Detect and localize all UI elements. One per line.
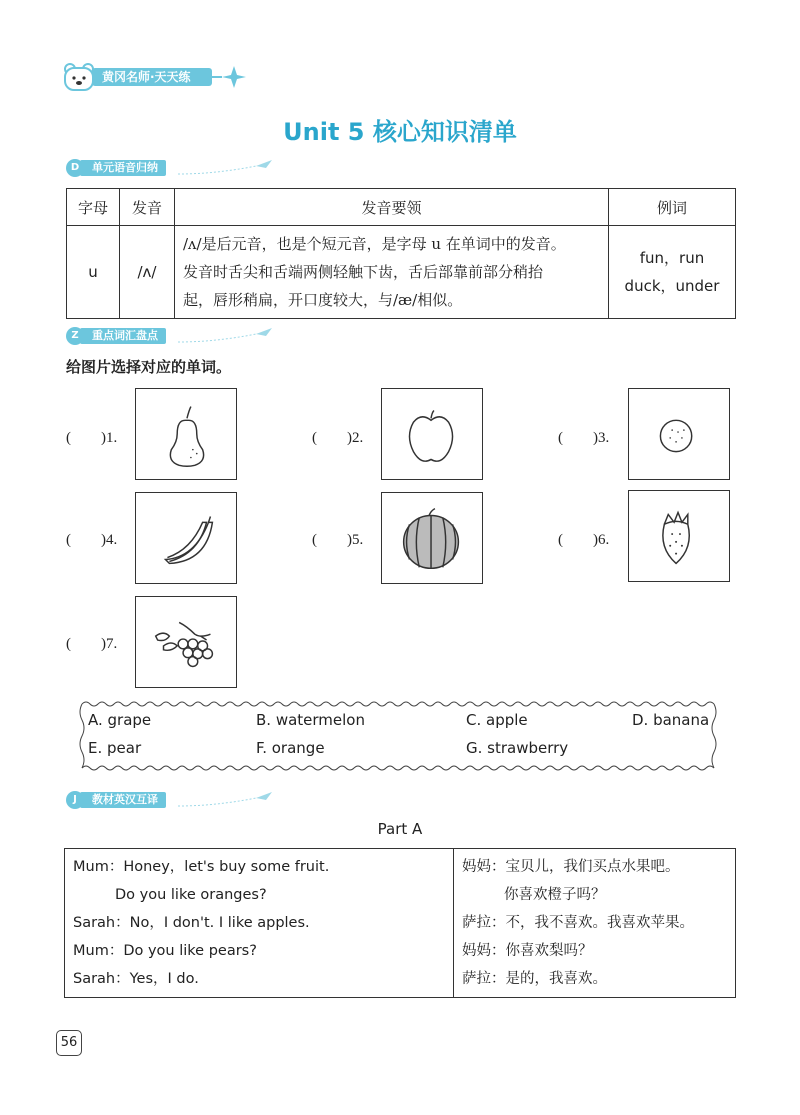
question-label[interactable]: ( )1.	[66, 430, 118, 446]
option-item: G. strawberry	[466, 739, 569, 757]
dialogue-table	[64, 848, 736, 998]
option-item: F. orange	[256, 739, 325, 757]
plane-icon	[176, 158, 286, 178]
picture-box	[135, 388, 237, 480]
section-header-phonics	[66, 158, 306, 178]
col-header: 例词	[609, 189, 736, 226]
dialogue-line-zh: 妈妈：你喜欢梨吗？	[462, 943, 593, 959]
question-label[interactable]: ( )4.	[66, 532, 118, 548]
picture-box	[628, 490, 730, 582]
section-badge: Z	[66, 327, 84, 345]
watermelon-icon	[382, 493, 482, 583]
dialogue-line-zh: 萨拉：不，我不喜欢。我喜欢苹果。	[462, 915, 694, 931]
example-words: duck，under	[624, 277, 720, 295]
picture-box	[381, 388, 483, 480]
dialogue-line-en: Mum：Do you like pears?	[73, 943, 257, 959]
pear-icon	[136, 389, 236, 479]
chinese-column	[454, 849, 736, 998]
question-label[interactable]: ( )7.	[66, 636, 118, 652]
section-badge: D	[66, 159, 84, 177]
question-label[interactable]: ( )2.	[312, 430, 364, 446]
rule-line: /ʌ/是后元音，也是个短元音，是字母 u 在单词中的发音。	[183, 235, 566, 253]
dialogue-line-zh: 你喜欢橙子吗？	[504, 887, 606, 903]
examples-cell	[609, 226, 736, 319]
example-words: fun，run	[639, 249, 705, 267]
apple-icon	[382, 389, 482, 479]
banana-icon	[136, 493, 236, 583]
option-item: A. grape	[88, 711, 152, 729]
brand-label: 黄冈名师·天天练	[92, 68, 212, 86]
picture-box	[135, 596, 237, 688]
wavy-frame	[78, 700, 718, 772]
exercise-instruction: 给图片选择对应的单词。	[66, 358, 232, 376]
section-header-vocab	[66, 326, 306, 346]
dialogue-line-zh: 萨拉：是的，我喜欢。	[462, 971, 607, 987]
section-label: 单元语音归纳	[80, 160, 166, 176]
picture-box	[628, 388, 730, 480]
option-item: E. pear	[88, 739, 142, 757]
section-header-translation	[66, 790, 306, 810]
question-label[interactable]: ( )6.	[558, 532, 610, 548]
options-box	[78, 700, 718, 772]
letter-cell: u	[67, 226, 120, 319]
section-label: 教材英汉互译	[80, 792, 166, 808]
picture-box	[381, 492, 483, 584]
dialogue-line-zh: 妈妈：宝贝儿，我们买点水果吧。	[462, 859, 680, 875]
col-header: 发音	[120, 189, 175, 226]
part-heading: Part A	[377, 820, 423, 838]
section-badge: J	[66, 791, 84, 809]
dialogue-line-en: Do you like oranges?	[115, 887, 267, 903]
section-label: 重点词汇盘点	[80, 328, 166, 344]
rule-cell	[175, 226, 609, 319]
brand-header	[62, 62, 252, 92]
option-item: B. watermelon	[256, 711, 365, 729]
page-number: 56	[56, 1030, 82, 1056]
star-icon	[212, 62, 252, 92]
dialogue-line-en: Sarah：Yes，I do.	[73, 971, 199, 987]
plane-icon	[176, 326, 286, 346]
dialogue-line-en: Mum：Honey，let's buy some fruit.	[73, 859, 330, 875]
sound-cell: /ʌ/	[120, 226, 175, 319]
col-header: 发音要领	[175, 189, 609, 226]
option-item: C. apple	[466, 711, 528, 729]
col-header: 字母	[67, 189, 120, 226]
grape-icon	[136, 597, 236, 687]
dialogue-line-en: Sarah：No，I don't. I like apples.	[73, 915, 310, 931]
picture-box	[135, 492, 237, 584]
plane-icon	[176, 790, 286, 810]
question-label[interactable]: ( )5.	[312, 532, 364, 548]
rule-line: 发音时舌尖和舌端两侧轻触下齿，舌后部靠前部分稍抬	[183, 263, 544, 281]
orange-icon	[629, 389, 729, 479]
rule-line: 起，唇形稍扁，开口度较大，与/æ/相似。	[183, 291, 463, 309]
english-column	[65, 849, 454, 998]
phonics-table	[66, 188, 736, 319]
option-item: D. banana	[632, 711, 710, 729]
page-title: Unit 5 核心知识清单	[283, 118, 517, 146]
strawberry-icon	[629, 491, 729, 581]
question-label[interactable]: ( )3.	[558, 430, 610, 446]
bear-icon	[62, 62, 96, 92]
